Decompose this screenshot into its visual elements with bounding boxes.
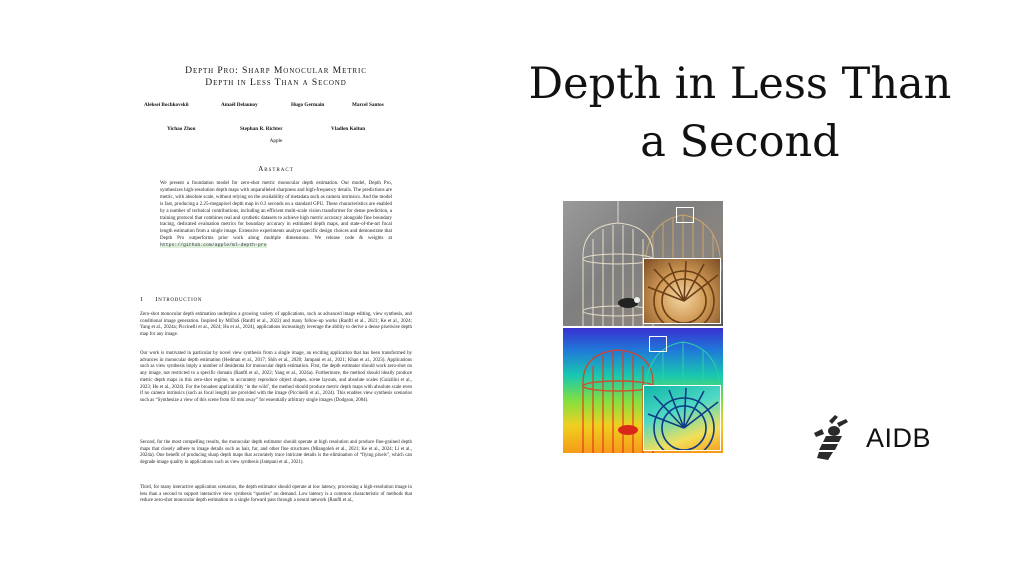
section-title: Introduction	[155, 296, 203, 303]
intro-paragraph-2: Our work is motivated in particular by novel view synthesis from a single image, an exciting application that has been transformed by advances in monocular depth estimation (Hedman et al., 2017; Shih et al., 2020; Jampani et al., 2021; Khan et al., 2023). Applications such as view synthesis imply a number of desiderata for monocular depth estimation. First, the depth estimator should work zero-shot on any image, not restricted to a specific domain (Ranftl et al., 2022; Yang et al., 2024a). Furthermore, the method should ideally produce metric depth maps in this zero-shot regime, to accurately reproduce object shapes, scene layouts, and absolute scales (Guizilini et al., 2023; Hu et al., 2024). For the broadest applicability ‘in the wild’, the method should produce metric depth maps with absolute scale even if no camera intrinsics (such as focal length) are provided with the image (Piccinelli et al., 2024). This enables view synthesis scenarios such as “Synthesize a view of this scene from 63 mm away” for essentially arbitrary single images (Dodgson, 2004).	[140, 351, 412, 403]
author-name: Amaël Delaunoy	[221, 102, 258, 108]
intro-paragraph-3: Second, for the most compelling results, the monocular depth estimator should operate at high resolution and produce fine-grained depth maps that closely adhere to image details such as hair, fur, and other fine structures (Miangoleh et al., 2021; Ke et al., 2024; Li et al., 2024a). One benefit of producing sharp depth maps that accurately trace intricate details is the elimination of “flying pixels”, which can degrade image quality in applications such as view synthesis (Jampani et al., 2021).	[140, 440, 412, 466]
depth-detail-illustration	[644, 386, 720, 450]
affiliation: Apple	[269, 138, 283, 144]
abstract-text: We present a foundation model for zero-shot metric monocular depth estimation. Our model, Depth Pro, synthesizes high-resolution depth maps with unparalleled sharpness and high-frequency details. The predictions are metric, with absolute scale, without relying on the availability of metadata such as camera intrinsics. And the model is fast, producing a 2.25-megapixel depth map in 0.3 seconds on a standard GPU. These characteristics are enabled by a number of technical contributions, including an efficient multi-scale vision transformer for dense prediction, a training protocol that combines real and synthetic datasets to achieve high metric accuracy alongside fine boundary tracing, dedicated evaluation metrics for boundary accuracy in estimated depth maps, and state-of-the-art focal length estimation from a single image. Extensive experiments analyze specific design choices and demonstrate that Depth Pro outperforms prior work along multiple dimensions. We release code & weights at	[160, 181, 392, 242]
crop-box	[676, 207, 694, 223]
birdcage-photo	[563, 201, 723, 326]
crop-box	[649, 336, 667, 352]
section-number: 1	[140, 296, 144, 303]
depth-map	[563, 328, 723, 453]
figure-birdcage	[563, 201, 723, 453]
author-name: Yichao Zhou	[167, 126, 196, 132]
headline-line1: Depth in Less Than	[528, 59, 952, 109]
author-name: Marcel Santos	[352, 102, 384, 108]
logo-text: AIDB	[866, 423, 932, 453]
paper-page	[130, 58, 422, 528]
paper-title-line1: Depth Pro: Sharp Monocular Metric	[185, 65, 367, 76]
headline	[500, 55, 980, 171]
abstract-heading: Abstract	[258, 165, 294, 173]
author-name: Aleksei Bochkovskii	[144, 102, 189, 108]
paper-title	[130, 65, 422, 89]
author-name: Hugo Germain	[291, 102, 325, 108]
section-heading	[140, 296, 202, 303]
abstract-body	[160, 181, 392, 250]
detail-inset-photo	[643, 258, 721, 324]
intro-paragraph-1: Zero-shot monocular depth estimation underpins a growing variety of applications, such as advanced image editing, view synthesis, and conditional image generation. Inspired by MiDaS (Ranftl et al., 2022) and many follow-up works (Ranftl et al., 2021; Ke et al., 2024; Yang et al., 2024a; Piccinelli et al., 2024; Hu et al., 2024), applications increasingly leverage the ability to derive a dense pixelwise depth map for any image.	[140, 312, 412, 338]
bee-icon	[812, 415, 852, 461]
cage-detail-illustration	[644, 259, 720, 323]
author-name: Stephan R. Richter	[240, 126, 283, 132]
intro-paragraph-4: Third, for many interactive application scenarios, the depth estimator should operate at low latency, processing a high-resolution image in less than a second to support interactive view synthesis “queries” on demand. Low latency is a common characteristic of methods that reduce zero-shot monocular depth estimation to a single forward pass through a neural network (Ranftl et al.,	[140, 485, 412, 504]
paper-title-line2: Depth in Less Than a Second	[205, 77, 347, 88]
code-link[interactable]: https://github.com/apple/ml-depth-pro	[160, 243, 267, 249]
headline-line2: a Second	[640, 117, 840, 167]
author-name: Vladlen Koltun	[331, 126, 366, 132]
detail-inset-depth	[643, 385, 721, 451]
